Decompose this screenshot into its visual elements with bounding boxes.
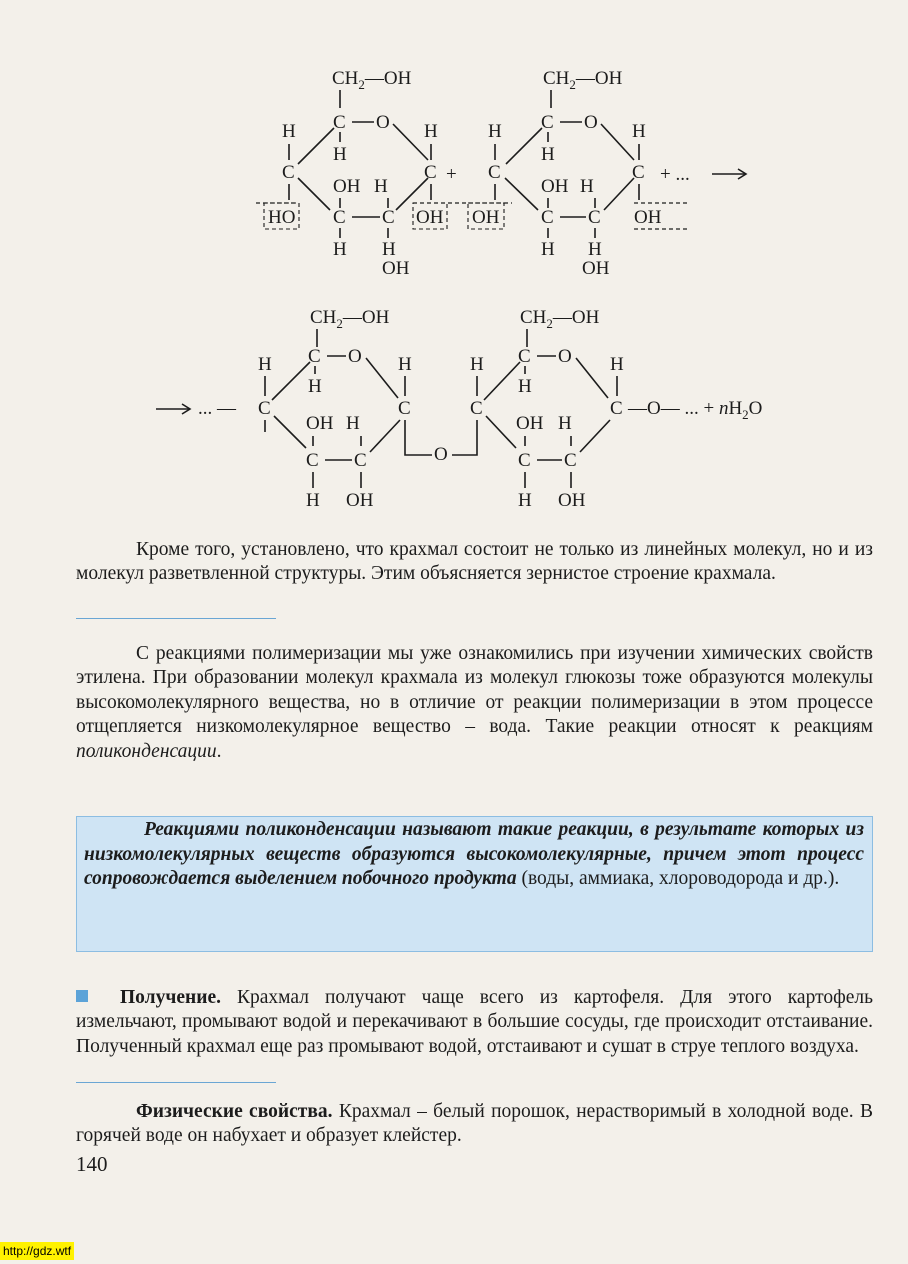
atom-o: O bbox=[376, 112, 390, 133]
bridge-oxygen: O bbox=[434, 444, 448, 465]
ch2oh-group: $CH_2—OH$ bbox=[310, 307, 390, 331]
atom-h: H bbox=[518, 376, 532, 397]
group-oh: OH bbox=[333, 176, 361, 197]
ch2oh-group: $CH_2—OH$ bbox=[520, 307, 600, 331]
atom-h: H bbox=[382, 239, 396, 260]
group-oh: OH bbox=[382, 258, 410, 279]
atom-c: C bbox=[258, 398, 271, 419]
ch2oh-group: $CH_2—OH$ bbox=[332, 68, 412, 92]
group-oh: OH bbox=[634, 207, 662, 228]
section-title-obtaining: Получение. bbox=[120, 987, 222, 1008]
atom-h: H bbox=[541, 239, 555, 260]
chain-end: —O— ... + $nH_2O$ bbox=[628, 398, 763, 422]
atom-c: C bbox=[518, 450, 531, 471]
paragraph-polycondensation bbox=[76, 642, 873, 764]
atom-h: H bbox=[374, 176, 388, 197]
continuation: + ... bbox=[660, 164, 690, 185]
atom-h: H bbox=[518, 490, 532, 511]
square-bullet-icon bbox=[76, 990, 88, 1002]
group-oh: OH bbox=[306, 413, 334, 434]
atom-c: C bbox=[518, 346, 531, 367]
atom-c: C bbox=[308, 346, 321, 367]
group-oh: OH bbox=[346, 490, 374, 511]
atom-c: C bbox=[610, 398, 623, 419]
group-ho: HO bbox=[268, 207, 296, 228]
group-oh: OH bbox=[472, 207, 500, 228]
atom-c: C bbox=[333, 207, 346, 228]
starch-formation-formula bbox=[0, 0, 908, 520]
atom-c: C bbox=[488, 162, 501, 183]
atom-h: H bbox=[470, 354, 484, 375]
group-oh: OH bbox=[582, 258, 610, 279]
atom-h: H bbox=[282, 121, 296, 142]
atom-h: H bbox=[558, 413, 572, 434]
ch2oh-group: $CH_2—OH$ bbox=[543, 68, 623, 92]
atom-h: H bbox=[541, 144, 555, 165]
definition-emphasis: Реакциями поликонденсации называют такие реакции, в результате которых из низкомолекулярных веществ образуются высокомолекулярные, причем этот процесс сопровождается выделением побочного продукта bbox=[84, 819, 864, 890]
atom-h: H bbox=[488, 121, 502, 142]
definition-text bbox=[84, 818, 864, 892]
atom-h: H bbox=[398, 354, 412, 375]
atom-c: C bbox=[333, 112, 346, 133]
section-divider bbox=[76, 618, 276, 619]
group-oh: OH bbox=[416, 207, 444, 228]
atom-c: C bbox=[398, 398, 411, 419]
atom-h: H bbox=[308, 376, 322, 397]
atom-h: H bbox=[588, 239, 602, 260]
group-oh: OH bbox=[516, 413, 544, 434]
chain-start: ... — bbox=[198, 398, 236, 419]
atom-c: C bbox=[306, 450, 319, 471]
section-text-physical: Крахмал – белый порошок, нерастворимый в холодной воде. В горячей воде он набухает и образует клейстер. bbox=[76, 1101, 874, 1147]
atom-c: C bbox=[541, 207, 554, 228]
atom-c: C bbox=[588, 207, 601, 228]
group-oh: OH bbox=[541, 176, 569, 197]
section-divider bbox=[76, 1082, 276, 1083]
paragraph-end: . bbox=[216, 740, 222, 762]
atom-h: H bbox=[424, 121, 438, 142]
atom-h: H bbox=[258, 354, 272, 375]
section-obtaining bbox=[76, 986, 873, 1059]
section-physical bbox=[76, 1100, 873, 1149]
section-text-obtaining: Крахмал получают чаще всего из картофеля. Для этого картофель измельчают, промывают водой и перекачивают в большие сосуды, где происходит отстаивание. Полученный крахмал еще раз промывают водой, отстаивают и сушат в струе теплого воздуха. bbox=[76, 987, 873, 1057]
atom-h: H bbox=[333, 239, 347, 260]
atom-h: H bbox=[346, 413, 360, 434]
definition-rest: (воды, аммиака, хлороводорода и др.). bbox=[516, 868, 840, 890]
atom-c: C bbox=[382, 207, 395, 228]
group-oh: OH bbox=[558, 490, 586, 511]
atom-c: C bbox=[470, 398, 483, 419]
atom-c: C bbox=[564, 450, 577, 471]
atom-h: H bbox=[632, 121, 646, 142]
section-title-physical: Физические свойства. bbox=[136, 1101, 333, 1122]
atom-o: O bbox=[584, 112, 598, 133]
paragraph-structure: Кроме того, установлено, что крахмал состоит не только из линейных молекул, но и из молекул разветвленной структуры. Этим объясняется зернистое строение крахмала. bbox=[76, 539, 873, 585]
atom-c: C bbox=[354, 450, 367, 471]
atom-c: C bbox=[282, 162, 295, 183]
page-number: 140 bbox=[76, 1152, 108, 1176]
atom-o: O bbox=[348, 346, 362, 367]
term-polycondensation: поликонденсации bbox=[76, 740, 217, 762]
atom-h: H bbox=[580, 176, 594, 197]
atom-h: H bbox=[333, 144, 347, 165]
paragraph-text: С реакциями полимеризации мы уже ознакомились при изучении химических свойств этилена. При образовании молекул крахмала из молекул глюкозы тоже образуются молекулы высокомолекулярного вещества, но в отличие от реакции полимеризации в этом процессе отщепляется низкомолекулярное вещество – вода. Такие реакции относят к реакциям bbox=[76, 643, 873, 738]
atom-c: C bbox=[424, 162, 437, 183]
watermark-link[interactable]: http://gdz.wtf bbox=[0, 1242, 74, 1260]
atom-c: C bbox=[541, 112, 554, 133]
plus-sign: + bbox=[446, 164, 457, 185]
atom-h: H bbox=[610, 354, 624, 375]
atom-o: O bbox=[558, 346, 572, 367]
atom-h: H bbox=[306, 490, 320, 511]
atom-c: C bbox=[632, 162, 645, 183]
